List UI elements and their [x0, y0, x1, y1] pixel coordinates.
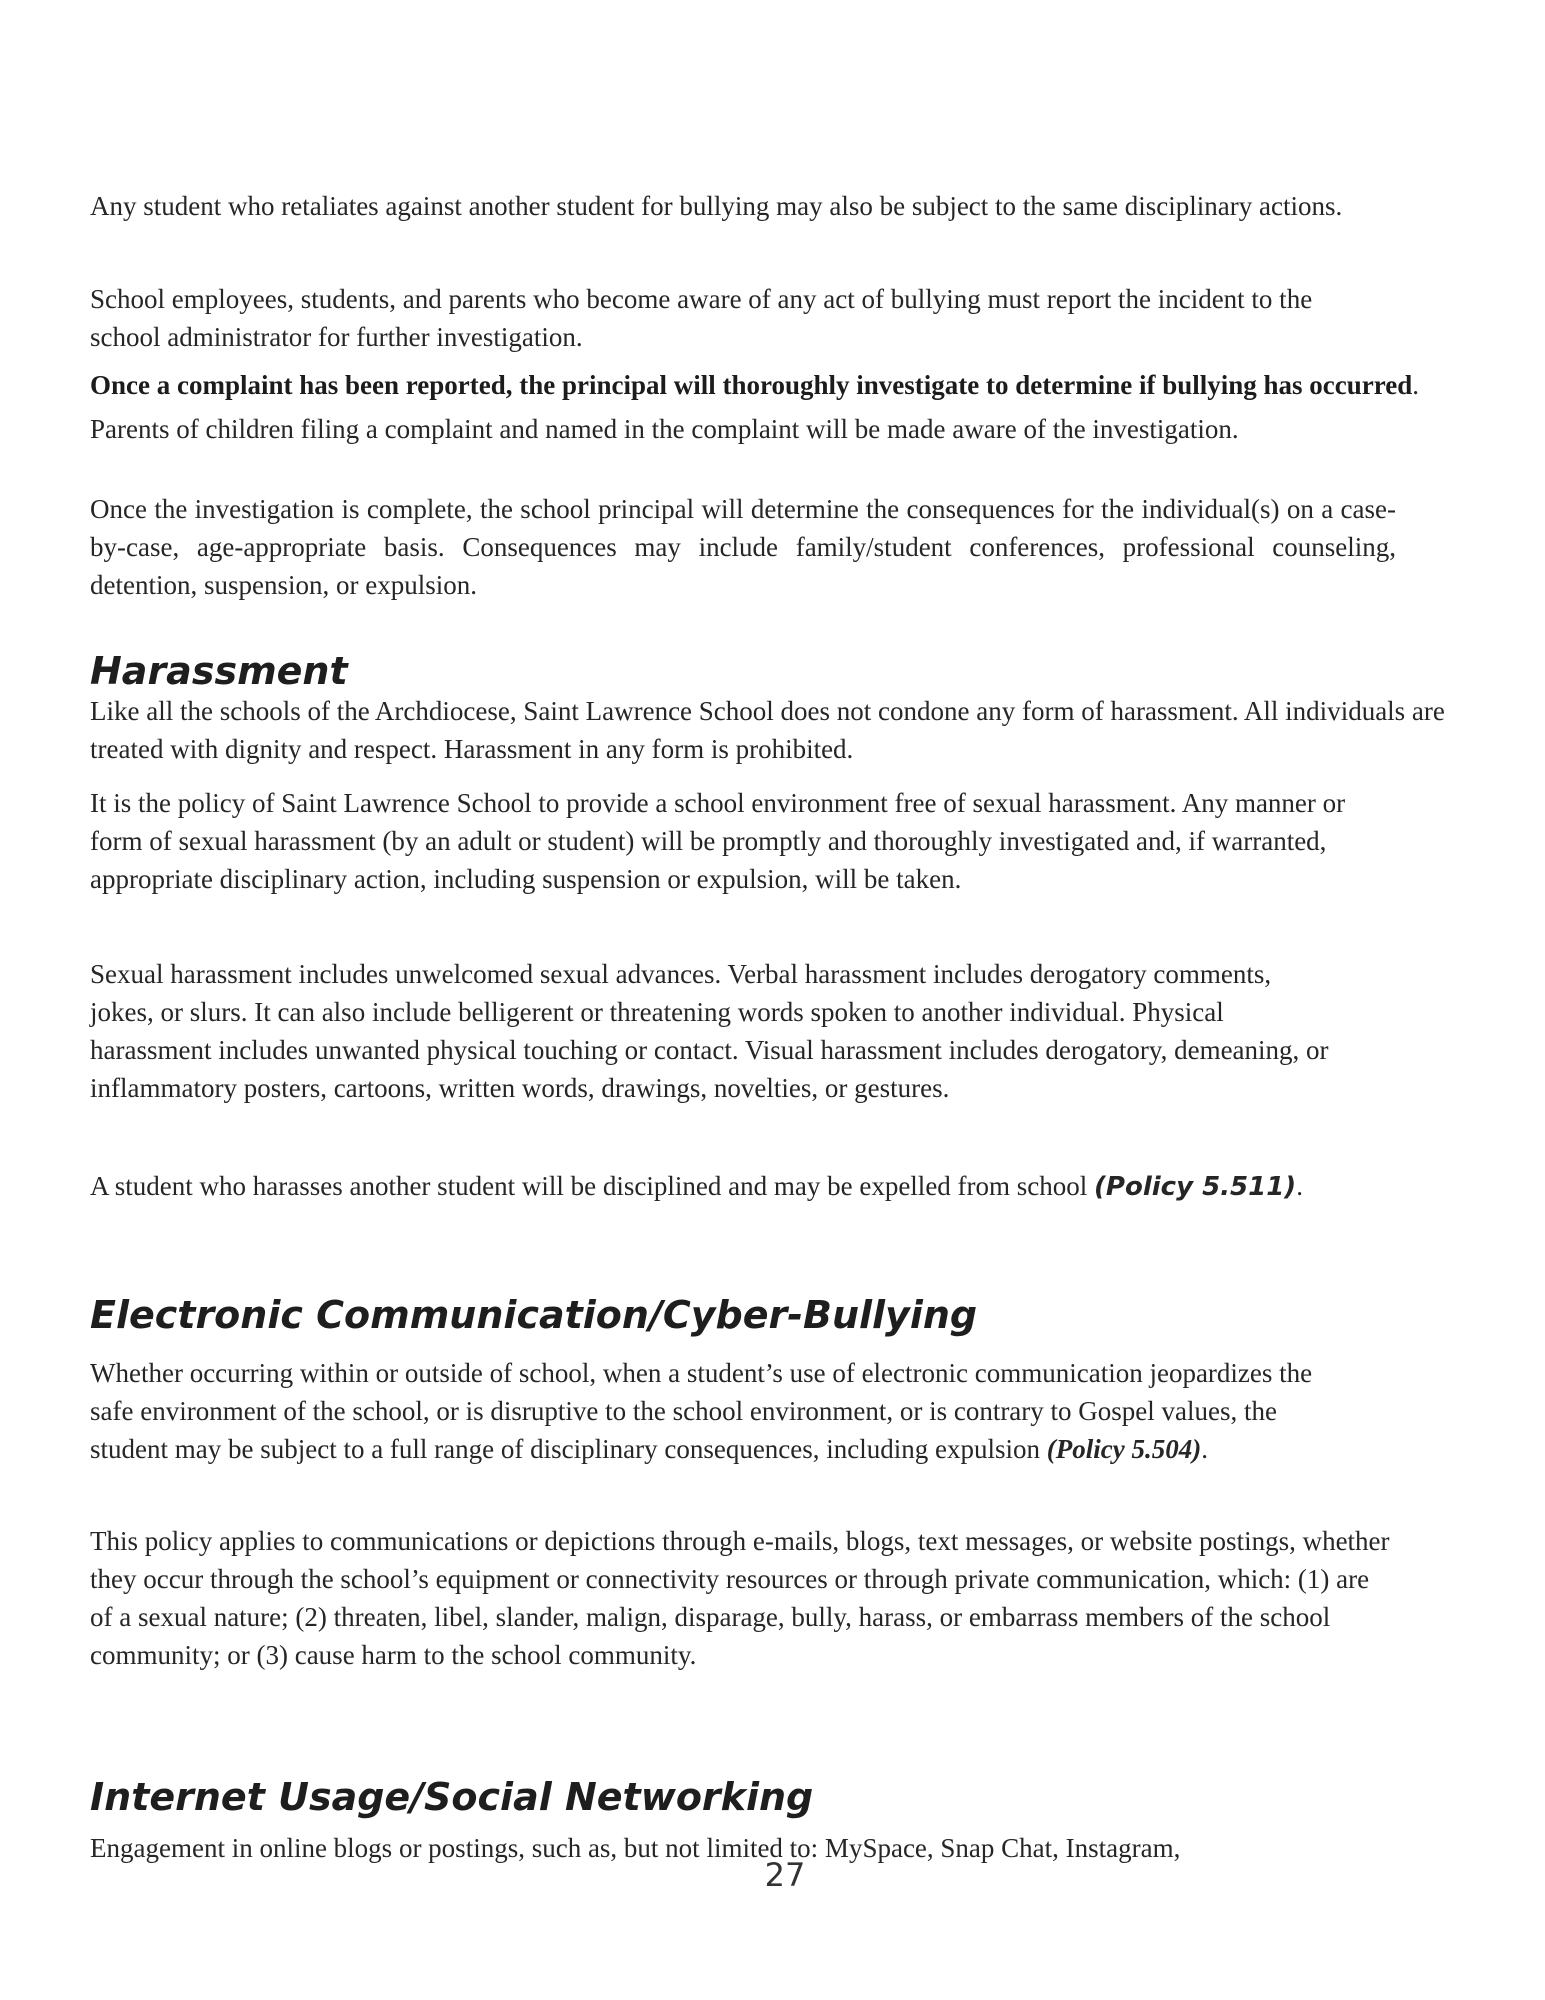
harassment-discipline-period: . — [1296, 1171, 1303, 1201]
harassment-intro-paragraph: Like all the schools of the Archdiocese, Saint Lawrence School does not condone any form of harassment. All individuals are treated with dignity and respect. Harassment in any form is prohibited. — [90, 696, 1445, 764]
harassment-heading: Harassment — [90, 649, 348, 693]
investigation-paragraph — [90, 363, 1420, 451]
harassment-discipline-text: A student who harasses another student will be disciplined and may be expelled from school — [90, 1171, 1088, 1201]
page-number: 27 — [764, 1856, 806, 1894]
consequences-paragraph: Once the investigation is complete, the school principal will determine the consequences for the individual(s) on a case-by-case, age-appropriate basis. Consequences may include family/student conferences, professional counseling, detention, suspension, or expulsion. — [90, 494, 1396, 600]
policy-reference-5511: (Policy 5.511) — [1094, 1172, 1297, 1202]
harassment-policy-paragraph: It is the policy of Saint Lawrence School to provide a school environment free of sexual harassment. Any manner or form of sexual harassment (by an adult or student) will be promptly and thoroughly investigated and, if warranted, appropriate disciplinary action, including suspension or expulsion, will be taken. — [90, 788, 1346, 894]
harassment-definitions-paragraph: Sexual harassment includes unwelcomed sexual advances. Verbal harassment includes derogatory comments, jokes, or slurs. It can also include belligerent or threatening words spoken to another individual. Physical harassment includes unwanted physical touching or contact. Visual harassment includes derogatory, demeaning, or inflammatory posters, cartoons, written words, drawings, novelties, or gestures. — [90, 959, 1329, 1103]
cyber-bullying-paragraph-2: This policy applies to communications or depictions through e-mails, blogs, text messages, or website postings, whether they occur through the school’s equipment or connectivity resources or through private communication, which: (1) are of a sexual nature; (2) threaten, libel, slander, malign, disparage, bully, harass, or embarrass members of the school community; or (3) cause harm to the school community. — [90, 1526, 1390, 1670]
cyber-bullying-period: . — [1201, 1434, 1208, 1464]
investigation-bold-statement: Once a complaint has been reported, the principal will thoroughly investigate to determine if bullying has occurred — [90, 370, 1413, 400]
internet-usage-paragraph: Engagement in online blogs or postings, such as, but not limited to: MySpace, Snap Chat, Instagram, — [90, 1833, 1181, 1863]
policy-reference-5504: (Policy 5.504) — [1046, 1434, 1202, 1464]
retaliation-paragraph: Any student who retaliates against another student for bullying may also be subject to the same disciplinary actions. — [90, 191, 1343, 221]
reporting-paragraph: School employees, students, and parents who become aware of any act of bullying must report the incident to the school administrator for further investigation. — [90, 284, 1313, 352]
cyber-bullying-paragraph-1 — [90, 1354, 1350, 1468]
harassment-discipline-paragraph — [90, 1167, 1320, 1206]
cyber-bullying-text: Whether occurring within or outside of school, when a student’s use of electronic communication jeopardizes the safe environment of the school, or is disruptive to the school environment, or is contrary to Gospel values, the student may be subject to a full range of disciplinary consequences, including expulsion — [90, 1358, 1313, 1464]
internet-usage-heading: Internet Usage/Social Networking — [90, 1775, 814, 1819]
cyber-bullying-heading: Electronic Communication/Cyber-Bullying — [90, 1293, 978, 1337]
investigation-followup: . Parents of children filing a complaint and named in the complaint will be made aware of the investigation. — [90, 370, 1419, 444]
